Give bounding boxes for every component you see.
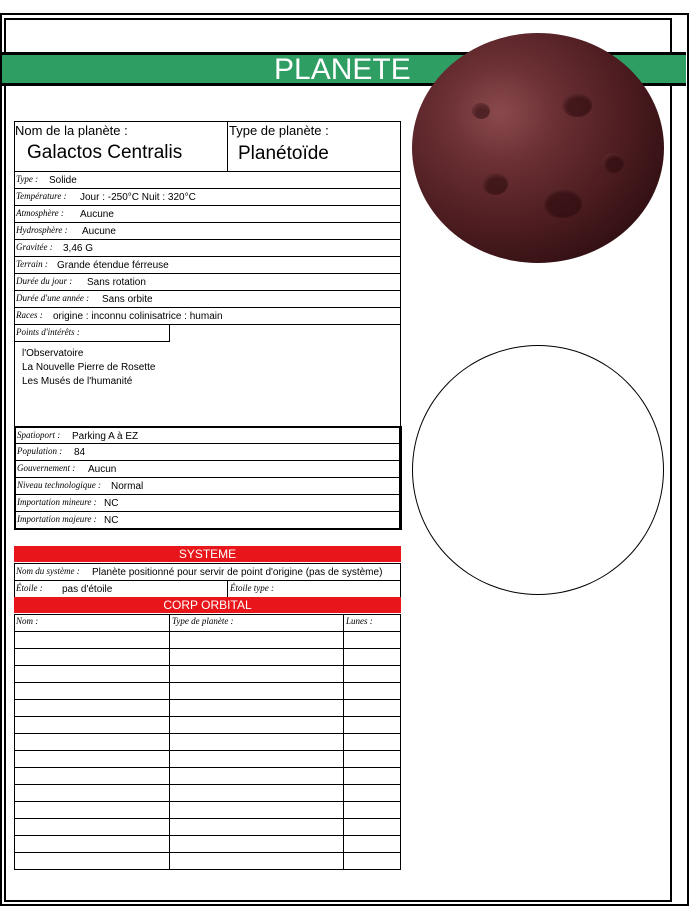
property-label: Température : bbox=[16, 191, 67, 201]
property-value: Aucune bbox=[82, 226, 116, 237]
property-value: Solide bbox=[49, 175, 77, 186]
property-label: Terrain : bbox=[16, 259, 48, 269]
planet-crater bbox=[562, 93, 592, 117]
planet-name-box bbox=[14, 121, 228, 172]
planet-crater bbox=[472, 103, 490, 119]
property-row bbox=[14, 239, 401, 257]
infrastructure-value: Normal bbox=[111, 481, 144, 492]
property-label: Races : bbox=[16, 310, 43, 320]
orbital-col-name: Nom : bbox=[16, 616, 39, 626]
infrastructure-label: Importation majeure : bbox=[17, 514, 97, 524]
infrastructure-row bbox=[14, 511, 401, 530]
star-value: pas d'étoile bbox=[62, 584, 113, 595]
star-divider bbox=[227, 581, 228, 598]
planet-name-label: Nom de la planète : bbox=[15, 123, 128, 138]
list-item: l'Observatoire bbox=[22, 348, 84, 359]
planet-type-value: Planétoïde bbox=[238, 143, 329, 164]
property-row bbox=[14, 307, 401, 325]
table-column-line bbox=[169, 614, 170, 869]
planet-type-box bbox=[227, 121, 401, 172]
property-label: Hydrosphère : bbox=[16, 225, 68, 235]
infrastructure-value: NC bbox=[104, 515, 119, 526]
planet-crater bbox=[602, 153, 624, 173]
points-of-interest-label-box bbox=[14, 324, 170, 342]
infrastructure-value: Parking A à EZ bbox=[72, 431, 139, 442]
list-item: La Nouvelle Pierre de Rosette bbox=[22, 362, 156, 373]
system-name-row bbox=[14, 563, 401, 581]
property-label: Type : bbox=[16, 174, 39, 184]
table-column-line bbox=[343, 614, 344, 869]
property-row bbox=[14, 273, 401, 291]
system-name-value: Planète positionné pour servir de point d'origine (pas de système) bbox=[92, 567, 383, 578]
star-label: Étoile : bbox=[16, 583, 43, 593]
property-label: Atmosphère : bbox=[16, 208, 64, 218]
orbital-header: CORP ORBITAL bbox=[14, 597, 401, 613]
infrastructure-row bbox=[14, 494, 401, 512]
property-row bbox=[14, 222, 401, 240]
property-value: Sans rotation bbox=[87, 277, 146, 288]
property-label: Durée du jour : bbox=[16, 276, 73, 286]
planet-crater bbox=[542, 188, 582, 218]
planet-name-value: Galactos Centralis bbox=[27, 142, 183, 163]
orbital-col-moons: Lunes : bbox=[346, 616, 373, 626]
points-of-interest-list bbox=[22, 347, 155, 389]
property-value: origine : inconnu colinisatrice : humain bbox=[53, 311, 223, 322]
infrastructure-row bbox=[14, 460, 401, 478]
property-value: Grande étendue férreuse bbox=[57, 260, 169, 271]
property-value: 3,46 G bbox=[63, 243, 94, 254]
property-label: Durée d'une année : bbox=[16, 293, 90, 303]
system-header: SYSTEME bbox=[14, 546, 401, 562]
property-row bbox=[14, 188, 401, 206]
planet-image bbox=[412, 33, 664, 263]
infrastructure-value: NC bbox=[104, 498, 119, 509]
infrastructure-row bbox=[14, 443, 401, 461]
infrastructure-row bbox=[14, 426, 401, 444]
infrastructure-value: 84 bbox=[74, 447, 86, 458]
star-type-label: Étoile type : bbox=[230, 583, 274, 593]
star-row bbox=[14, 580, 401, 598]
property-value: Aucune bbox=[80, 209, 114, 220]
infrastructure-row bbox=[14, 477, 401, 495]
system-name-label: Nom du système : bbox=[16, 566, 80, 576]
infrastructure-label: Niveau technologique : bbox=[17, 480, 101, 490]
infrastructure-label: Gouvernement : bbox=[17, 463, 76, 473]
planet-type-label: Type de planète : bbox=[229, 123, 329, 138]
property-value: Jour : -250°C Nuit : 320°C bbox=[80, 192, 196, 203]
property-row bbox=[14, 290, 401, 308]
property-row bbox=[14, 256, 401, 274]
infrastructure-label: Importation mineure : bbox=[17, 497, 97, 507]
infrastructure-label: Spatioport : bbox=[17, 430, 61, 440]
orbital-col-type: Type de planète : bbox=[172, 616, 234, 626]
infrastructure-value: Aucun bbox=[88, 464, 117, 475]
planet-crater bbox=[482, 173, 508, 195]
infrastructure-label: Population : bbox=[17, 446, 63, 456]
property-value: Sans orbite bbox=[102, 294, 153, 305]
points-of-interest-label: Points d'intérêts : bbox=[16, 327, 80, 337]
page-title: PLANETE bbox=[274, 53, 411, 86]
property-row bbox=[14, 205, 401, 223]
empty-planet-circle bbox=[412, 345, 664, 595]
property-row bbox=[14, 171, 401, 189]
list-item: Les Musés de l'humanité bbox=[22, 376, 133, 387]
property-label: Gravitée : bbox=[16, 242, 53, 252]
